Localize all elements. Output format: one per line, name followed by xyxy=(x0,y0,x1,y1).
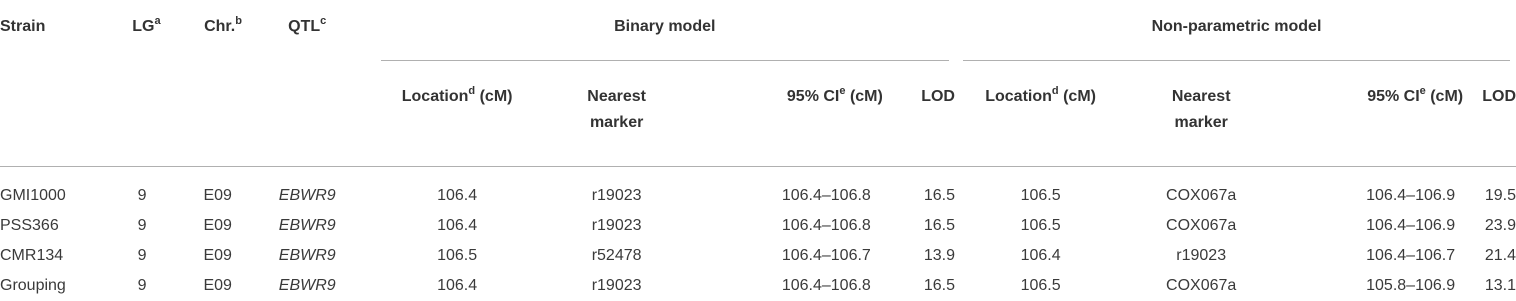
cell-binary-marker: r19023 xyxy=(591,217,642,234)
cell-nonparam-ci: 106.4–106.9 xyxy=(1366,217,1456,234)
cell-nonparam-lod: 19.5 xyxy=(1484,187,1516,204)
cell-binary-ci: 106.4–106.7 xyxy=(781,247,871,264)
header-strain: Strain xyxy=(0,18,46,35)
cell-nonparam-marker: COX067a xyxy=(1166,277,1237,294)
header-binary-nearest-marker: Nearest marker xyxy=(587,88,646,131)
cell-strain: Grouping xyxy=(0,277,66,294)
cell-binary-lod: 16.5 xyxy=(923,277,955,294)
cell-binary-ci: 106.4–106.8 xyxy=(781,217,871,234)
cell-nonparam-ci: 105.8–106.9 xyxy=(1366,277,1456,294)
cell-nonparam-location: 106.5 xyxy=(1020,217,1061,234)
cell-nonparam-location: 106.5 xyxy=(1020,187,1061,204)
header-qtl: QTL$^c$ xyxy=(288,14,327,35)
header-row-1 xyxy=(0,0,1516,70)
table-row xyxy=(0,241,1516,271)
cell-binary-marker: r19023 xyxy=(591,277,642,294)
header-nonparam-location: Location$^d$ (cM) xyxy=(985,84,1096,105)
table-row xyxy=(0,211,1516,241)
cell-binary-lod: 13.9 xyxy=(923,247,955,264)
cell-chr: E09 xyxy=(203,187,232,204)
header-row-2 xyxy=(0,70,1516,166)
cell-nonparam-location: 106.5 xyxy=(1020,277,1061,294)
cell-lg: 9 xyxy=(137,187,147,204)
cell-binary-lod: 16.5 xyxy=(923,187,955,204)
cell-binary-location: 106.4 xyxy=(437,277,478,294)
cell-binary-marker: r19023 xyxy=(591,187,642,204)
cell-nonparam-marker: r19023 xyxy=(1176,247,1227,264)
cell-strain: CMR134 xyxy=(0,247,64,264)
table-row xyxy=(0,167,1516,211)
header-binary-ci: 95% CIe (cM) xyxy=(786,84,883,105)
cell-nonparam-lod: 21.4 xyxy=(1484,247,1516,264)
cell-lg: 9 xyxy=(137,217,147,234)
cell-qtl: EBWR9 xyxy=(278,277,336,294)
header-binary-lod: LOD xyxy=(921,88,955,105)
cell-lg: 9 xyxy=(137,247,147,264)
header-binary-location: Location$^d$ (cM) xyxy=(401,84,513,105)
cell-lg: 9 xyxy=(137,277,147,294)
cell-nonparam-ci: 106.4–106.9 xyxy=(1366,187,1456,204)
cell-binary-ci: 106.4–106.8 xyxy=(781,187,871,204)
cell-chr: E09 xyxy=(203,217,232,234)
header-nonparam-nearest-marker: Nearest marker xyxy=(1171,88,1231,131)
cell-strain: PSS366 xyxy=(0,217,59,234)
cell-strain: GMI1000 xyxy=(0,187,66,204)
table-row xyxy=(0,271,1516,301)
header-chr: Chr.$^b$ xyxy=(204,14,242,35)
cell-binary-location: 106.5 xyxy=(437,247,478,264)
cell-nonparam-location: 106.4 xyxy=(1020,247,1061,264)
cell-chr: E09 xyxy=(203,247,232,264)
header-lg: $LG^a$ xyxy=(132,14,161,35)
cell-nonparam-marker: COX067a xyxy=(1166,217,1237,234)
cell-qtl: EBWR9 xyxy=(278,247,336,264)
cell-binary-lod: 16.5 xyxy=(923,217,955,234)
header-nonparam-lod: LOD xyxy=(1482,88,1516,105)
cell-qtl: EBWR9 xyxy=(278,217,336,234)
cell-binary-location: 106.4 xyxy=(437,217,478,234)
cell-chr: E09 xyxy=(203,277,232,294)
nonparametric-model-rule xyxy=(963,60,1510,61)
header-nonparam-ci: 95% CIe (cM) xyxy=(1367,84,1464,105)
cell-nonparam-marker: COX067a xyxy=(1166,187,1237,204)
binary-model-rule xyxy=(381,60,949,61)
header-nonparametric-model: Non-parametric model xyxy=(955,0,1516,70)
cell-qtl: EBWR9 xyxy=(278,187,336,204)
cell-nonparam-ci: 106.4–106.7 xyxy=(1366,247,1456,264)
header-binary-model: Binary model xyxy=(373,0,955,70)
cell-binary-marker: r52478 xyxy=(591,247,642,264)
cell-binary-ci: 106.4–106.8 xyxy=(781,277,871,294)
cell-nonparam-lod: 23.9 xyxy=(1484,217,1516,234)
cell-binary-location: 106.4 xyxy=(437,187,478,204)
cell-nonparam-lod: 13.1 xyxy=(1484,277,1516,294)
